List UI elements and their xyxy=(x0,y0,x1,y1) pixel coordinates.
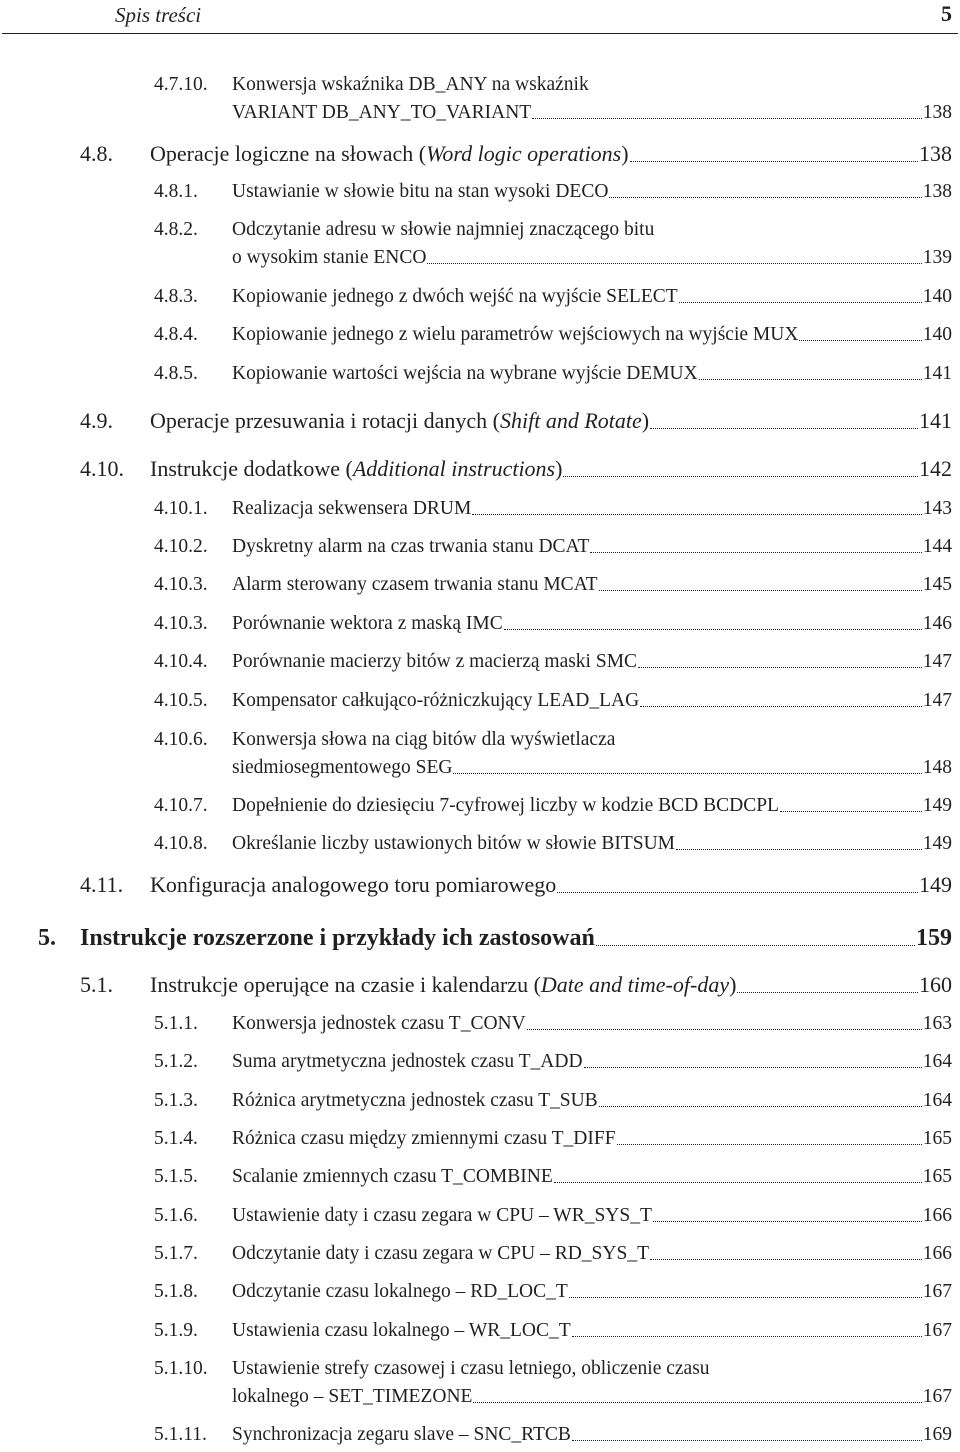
entry-line xyxy=(232,574,952,596)
entry-number: 5.1.2. xyxy=(154,1051,198,1072)
entry-title-line1: Ustawienie strefy czasowej i czasu letniego, obliczenie czasu xyxy=(232,1358,710,1379)
entry-line xyxy=(232,1320,952,1342)
entry-page: 166 xyxy=(922,1243,952,1264)
dot-leader xyxy=(473,1401,921,1403)
entry-number: 4.10.7. xyxy=(154,795,208,816)
entry-number: 4.10.1. xyxy=(154,498,208,519)
entry-number: 4.11. xyxy=(80,872,124,897)
entry-page: 146 xyxy=(922,613,952,634)
entry-number: 4.10.3. xyxy=(154,613,208,634)
entry-title: Dyskretny alarm na czas trwania stanu DCAT xyxy=(232,536,590,557)
entry-page: 144 xyxy=(922,536,952,557)
entry-number: 4.7.10. xyxy=(154,74,208,95)
entry-line xyxy=(232,102,952,124)
entry-title: Kompensator całkująco-różniczkujący LEAD_LAG xyxy=(232,690,640,711)
entry-title: Operacje logiczne na słowach (Word logic operations) xyxy=(150,141,629,166)
page-header xyxy=(0,0,960,32)
entry-number: 4.10.3. xyxy=(154,574,208,595)
dot-leader xyxy=(617,1143,922,1145)
entry-line xyxy=(232,324,952,346)
dot-leader xyxy=(554,1181,922,1183)
dot-leader xyxy=(557,891,918,893)
entry-line xyxy=(232,286,952,308)
entry-number: 5.1.11. xyxy=(154,1424,207,1445)
entry-line xyxy=(150,972,952,998)
dot-leader xyxy=(676,848,922,850)
entry-number: 4.10.2. xyxy=(154,536,208,557)
entry-page: 145 xyxy=(922,574,952,595)
dot-leader xyxy=(653,1220,922,1222)
entry-line xyxy=(232,363,952,385)
entry-number: 5.1.7. xyxy=(154,1243,198,1264)
dot-leader xyxy=(599,589,922,591)
dot-leader xyxy=(453,772,921,774)
entry-title: Porównanie wektora z maską IMC xyxy=(232,613,503,634)
entry-number: 4.8.4. xyxy=(154,324,198,345)
entry-title: Odczytanie daty i czasu zegara w CPU – RD_SYS_T xyxy=(232,1243,649,1264)
entry-title: Suma arytmetyczna jednostek czasu T_ADD xyxy=(232,1051,583,1072)
entry-page: 164 xyxy=(922,1051,952,1072)
entry-title: Ustawienie daty i czasu zegara w CPU – WR_SYS_T xyxy=(232,1205,652,1226)
entry-line xyxy=(232,1243,952,1265)
entry-title-line1: Konwersja wskaźnika DB_ANY na wskaźnik xyxy=(232,74,589,95)
dot-leader xyxy=(638,666,922,668)
page-number: 5 xyxy=(941,1,952,26)
entry-title-line1: Konwersja słowa na ciąg bitów dla wyświetlacza xyxy=(232,729,616,750)
entry-title: Różnica czasu między zmiennymi czasu T_DIFF xyxy=(232,1128,616,1149)
entry-number: 5.1.10. xyxy=(154,1358,208,1379)
entry-page: 166 xyxy=(922,1205,952,1226)
entry-title: lokalnego – SET_TIMEZONE xyxy=(232,1386,473,1407)
entry-number: 4.10. xyxy=(80,456,124,481)
entry-line xyxy=(232,247,952,269)
entry-page: 160 xyxy=(919,972,952,997)
dot-leader xyxy=(799,339,921,341)
entry-page: 142 xyxy=(919,456,952,481)
entry-line xyxy=(232,1166,952,1188)
dot-leader xyxy=(572,1439,922,1441)
entry-page: 138 xyxy=(922,181,952,202)
entry-number: 5.1.6. xyxy=(154,1205,198,1226)
entry-line xyxy=(232,1386,952,1408)
entry-number: 5. xyxy=(38,925,56,951)
entry-title: Realizacja sekwensera DRUM xyxy=(232,498,472,519)
entry-page: 167 xyxy=(922,1281,952,1302)
entry-line xyxy=(232,651,952,673)
dot-leader xyxy=(737,991,918,993)
entry-line xyxy=(232,1051,952,1073)
entry-title: Konfiguracja analogowego toru pomiarowego xyxy=(150,872,557,897)
entry-page: 147 xyxy=(922,690,952,711)
entry-number: 5.1.3. xyxy=(154,1090,198,1111)
entry-page: 138 xyxy=(922,102,952,123)
entry-line xyxy=(232,795,952,817)
dot-leader xyxy=(609,196,921,198)
dot-leader xyxy=(572,1335,922,1337)
dot-leader xyxy=(504,628,922,630)
entry-number: 4.8.5. xyxy=(154,363,198,384)
entry-title-line1: Odczytanie adresu w słowie najmniej znaczącego bitu xyxy=(232,219,655,240)
entry-number: 4.8.3. xyxy=(154,286,198,307)
entry-title: Różnica arytmetyczna jednostek czasu T_SUB xyxy=(232,1090,598,1111)
dot-leader xyxy=(650,1258,922,1260)
entry-number: 5.1.8. xyxy=(154,1281,198,1302)
entry-number: 4.8. xyxy=(80,141,113,166)
entry-number: 5.1.1. xyxy=(154,1013,198,1034)
entry-page: 165 xyxy=(922,1128,952,1149)
dot-leader xyxy=(780,810,922,812)
entry-title: Konwersja jednostek czasu T_CONV xyxy=(232,1013,526,1034)
dot-leader xyxy=(596,944,915,946)
entry-page: 149 xyxy=(922,833,952,854)
entry-title: Dopełnienie do dziesięciu 7-cyfrowej liczby w kodzie BCD BCDCPL xyxy=(232,795,779,816)
dot-leader xyxy=(427,262,921,264)
entry-number: 5.1.5. xyxy=(154,1166,198,1187)
entry-title: Instrukcje rozszerzone i przykłady ich zastosowań xyxy=(80,925,595,951)
entry-line xyxy=(150,408,952,434)
entry-title: Scalanie zmiennych czasu T_COMBINE xyxy=(232,1166,553,1187)
dot-leader xyxy=(532,117,922,119)
entry-line xyxy=(150,872,952,898)
dot-leader xyxy=(527,1028,922,1030)
entry-title: siedmiosegmentowego SEG xyxy=(232,757,453,778)
entry-title: o wysokim stanie ENCO xyxy=(232,247,427,268)
entry-line xyxy=(232,690,952,712)
entry-page: 138 xyxy=(919,141,952,166)
entry-title: Synchronizacja zegaru slave – SNC_RTCB xyxy=(232,1424,571,1445)
header-divider xyxy=(2,33,958,34)
entry-line xyxy=(232,1013,952,1035)
dot-leader xyxy=(472,513,921,515)
entry-title: Kopiowanie jednego z dwóch wejść na wyjście SELECT xyxy=(232,286,678,307)
dot-leader xyxy=(640,705,922,707)
entry-title: Alarm sterowany czasem trwania stanu MCAT xyxy=(232,574,598,595)
entry-title: Operacje przesuwania i rotacji danych (Shift and Rotate) xyxy=(150,408,650,433)
entry-title: Instrukcje operujące na czasie i kalendarzu (Date and time-of-day) xyxy=(150,972,737,997)
entry-line xyxy=(232,1128,952,1150)
entry-page: 149 xyxy=(922,795,952,816)
entry-line xyxy=(232,1281,952,1303)
entry-number: 5.1. xyxy=(80,972,113,997)
entry-line xyxy=(232,833,952,855)
entry-title: Ustawienia czasu lokalnego – WR_LOC_T xyxy=(232,1320,571,1341)
entry-line xyxy=(232,1205,952,1227)
entry-page: 140 xyxy=(922,324,952,345)
entry-page: 141 xyxy=(922,363,952,384)
entry-page: 143 xyxy=(922,498,952,519)
entry-title: Odczytanie czasu lokalnego – RD_LOC_T xyxy=(232,1281,568,1302)
entry-line xyxy=(80,925,952,952)
dot-leader xyxy=(599,1105,922,1107)
entry-number: 5.1.9. xyxy=(154,1320,198,1341)
entry-line xyxy=(232,1424,952,1446)
entry-page: 167 xyxy=(922,1320,952,1341)
entry-page: 169 xyxy=(922,1424,952,1445)
dot-leader xyxy=(630,160,918,162)
dot-leader xyxy=(679,301,922,303)
dot-leader xyxy=(590,551,921,553)
entry-number: 4.9. xyxy=(80,408,113,433)
entry-page: 163 xyxy=(922,1013,952,1034)
entry-page: 140 xyxy=(922,286,952,307)
entry-number: 4.10.8. xyxy=(154,833,208,854)
entry-number: 4.8.1. xyxy=(154,181,198,202)
dot-leader xyxy=(569,1296,922,1298)
entry-line xyxy=(232,181,952,203)
entry-page: 141 xyxy=(919,408,952,433)
dot-leader xyxy=(699,378,922,380)
entry-line xyxy=(150,141,952,167)
running-head-title: Spis treści xyxy=(115,3,202,27)
dot-leader xyxy=(584,1066,922,1068)
entry-line xyxy=(232,757,952,779)
entry-page: 159 xyxy=(916,925,952,951)
entry-number: 4.10.5. xyxy=(154,690,208,711)
entry-line xyxy=(232,613,952,635)
entry-title: Ustawianie w słowie bitu na stan wysoki DECO xyxy=(232,181,609,202)
entry-page: 164 xyxy=(922,1090,952,1111)
entry-line xyxy=(150,456,952,482)
entry-line xyxy=(232,498,952,520)
entry-title: VARIANT DB_ANY_TO_VARIANT xyxy=(232,102,532,123)
entry-line xyxy=(232,1090,952,1112)
entry-line xyxy=(232,536,952,558)
entry-number: 4.10.4. xyxy=(154,651,208,672)
dot-leader xyxy=(650,427,918,429)
entry-title: Określanie liczby ustawionych bitów w słowie BITSUM xyxy=(232,833,676,854)
entry-number: 4.10.6. xyxy=(154,729,208,750)
entry-page: 149 xyxy=(919,872,952,897)
entry-page: 148 xyxy=(922,757,952,778)
dot-leader xyxy=(563,475,918,477)
entry-number: 5.1.4. xyxy=(154,1128,198,1149)
entry-title: Instrukcje dodatkowe (Additional instructions) xyxy=(150,456,563,481)
entry-page: 165 xyxy=(922,1166,952,1187)
entry-title: Kopiowanie wartości wejścia na wybrane wyjście DEMUX xyxy=(232,363,698,384)
entry-number: 4.8.2. xyxy=(154,219,198,240)
entry-page: 139 xyxy=(922,247,952,268)
entry-page: 167 xyxy=(922,1386,952,1407)
entry-title: Kopiowanie jednego z wielu parametrów wejściowych na wyjście MUX xyxy=(232,324,799,345)
entry-title: Porównanie macierzy bitów z macierzą maski SMC xyxy=(232,651,638,672)
entry-page: 147 xyxy=(922,651,952,672)
